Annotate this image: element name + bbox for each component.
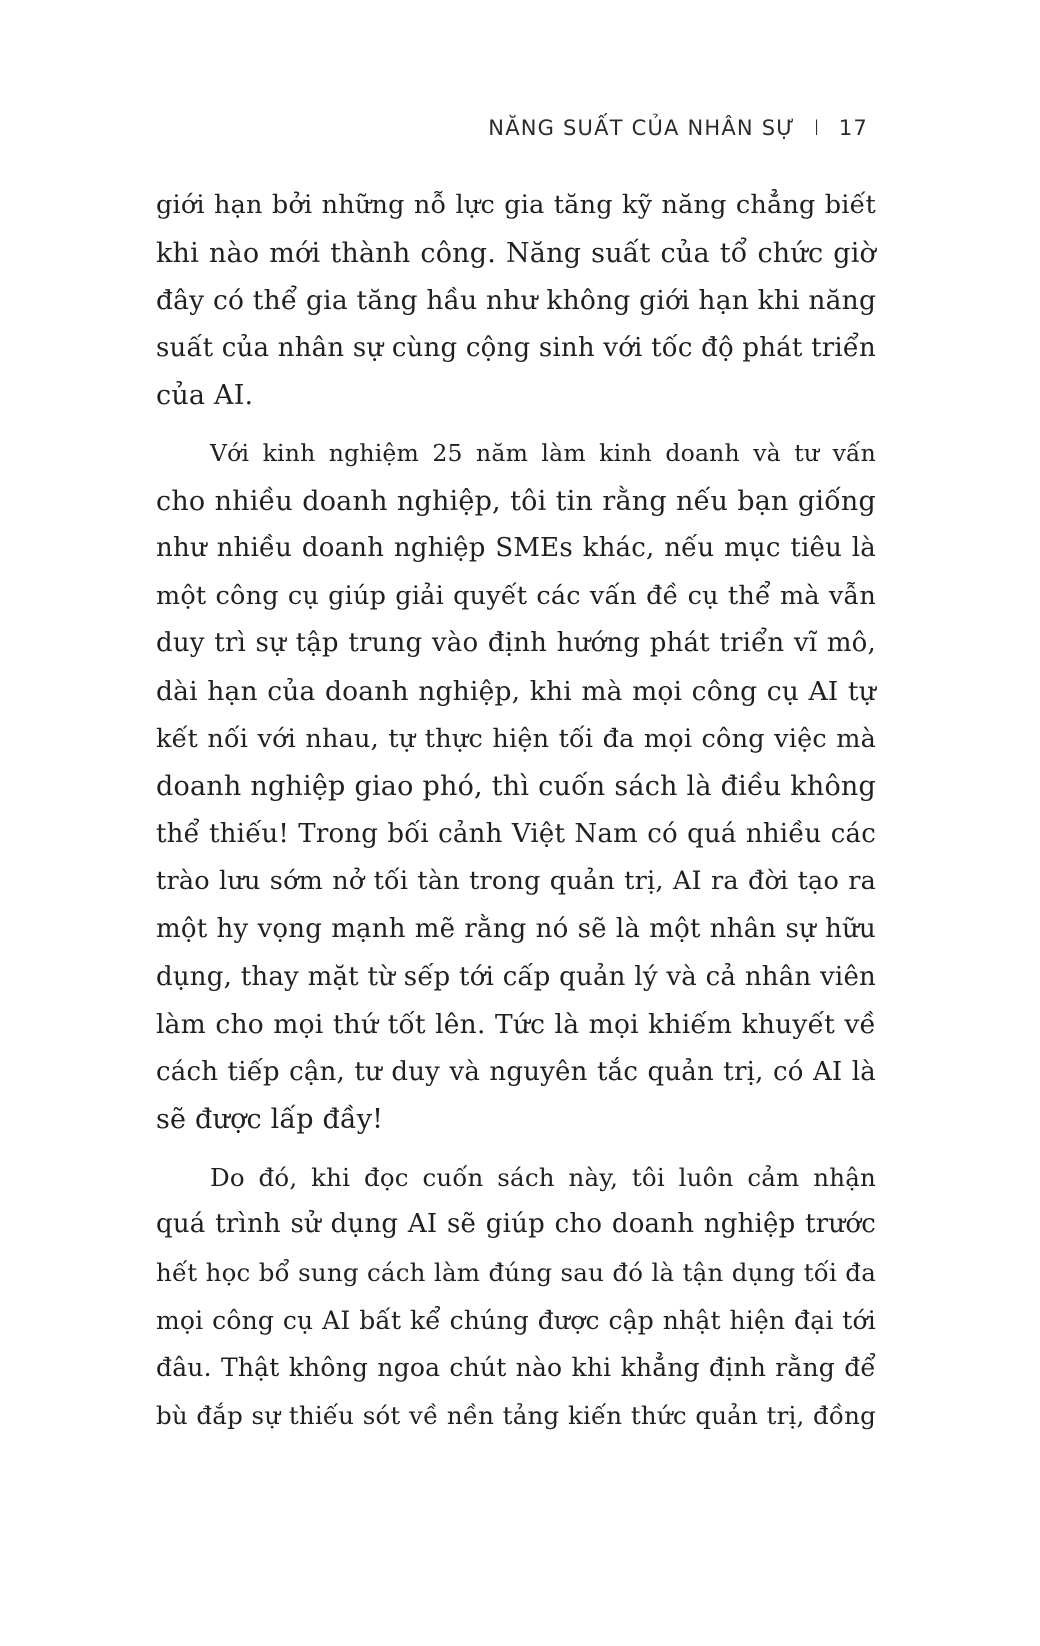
text-line: giới hạn bởi những nỗ lực gia tăng kỹ năng chẳng biết	[156, 190, 876, 220]
text-line: mọi công cụ AI bất kể chúng được cập nhật hiện đại tới	[156, 1305, 876, 1335]
text-line: đây có thể gia tăng hầu như không giới hạn khi năng	[156, 285, 877, 317]
body-text	[156, 182, 876, 1439]
text-line: cho nhiều doanh nghiệp, tôi tin rằng nếu bạn giống	[156, 485, 876, 517]
text-line: bù đắp sự thiếu sót về nền tảng kiến thức quản trị, đồng	[156, 1400, 876, 1430]
paragraph-3	[156, 1154, 876, 1440]
running-header	[488, 116, 868, 140]
text-line: sẽ được lấp đầy!	[156, 1104, 384, 1136]
text-line: làm cho mọi thứ tốt lên. Tức là mọi khiếm khuyết về	[156, 1009, 876, 1041]
text-line: quá trình sử dụng AI sẽ giúp cho doanh nghiệp trước	[156, 1209, 876, 1240]
text-line: trào lưu sớm nở tối tàn trong quản trị, AI ra đời tạo ra	[156, 866, 876, 897]
text-line: như nhiều doanh nghiệp SMEs khác, nếu mục tiêu là	[156, 533, 876, 564]
text-line: dài hạn của doanh nghiệp, khi mà mọi công cụ AI tự	[156, 675, 876, 707]
text-line: suất của nhân sự cùng cộng sinh với tốc độ phát triển	[156, 332, 876, 363]
text-line: dụng, thay mặt từ sếp tới cấp quản lý và cả nhân viên	[156, 961, 876, 992]
text-line: đâu. Thật không ngoa chút nào khi khẳng định rằng để	[156, 1353, 876, 1383]
text-line: khi nào mới thành công. Năng suất của tổ chức giờ	[156, 237, 876, 269]
text-line: hết học bổ sung cách làm đúng sau đó là tận dụng tối đa	[156, 1258, 876, 1288]
text-line: kết nối với nhau, tự thực hiện tối đa mọi công việc mà	[156, 723, 876, 754]
text-line: thể thiếu! Trong bối cảnh Việt Nam có quá nhiều các	[156, 818, 876, 849]
paragraph-2	[156, 430, 876, 1144]
text-line: một công cụ giúp giải quyết các vấn đề cụ thể mà vẫn	[156, 580, 876, 611]
text-line: cách tiếp cận, tư duy và nguyên tắc quản trị, có AI là	[156, 1056, 876, 1087]
text-line: một hy vọng mạnh mẽ rằng nó sẽ là một nhân sự hữu	[156, 913, 876, 944]
text-line: duy trì sự tập trung vào định hướng phát triển vĩ mô,	[156, 628, 876, 659]
paragraph-1	[156, 182, 876, 420]
chapter-title: NĂNG SUẤT CỦA NHÂN SỰ	[488, 116, 796, 140]
text-line: Do đó, khi đọc cuốn sách này, tôi luôn cảm nhận	[210, 1162, 876, 1192]
page-number: 17	[838, 116, 868, 140]
text-line: Với kinh nghiệm 25 năm làm kinh doanh và tư vấn	[210, 438, 876, 467]
text-line: của AI.	[156, 380, 254, 412]
header-separator: I	[813, 116, 821, 140]
text-line: doanh nghiệp giao phó, thì cuốn sách là điều không	[156, 771, 876, 803]
